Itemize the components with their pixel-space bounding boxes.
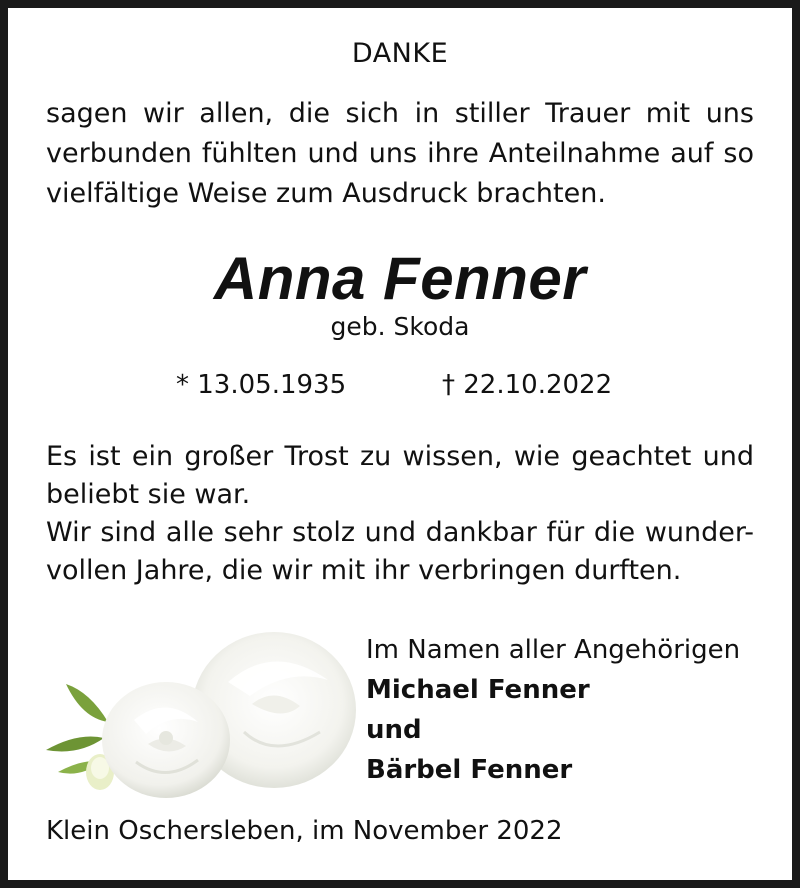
death-date: † 22.10.2022 [442, 370, 613, 400]
quote-line-1: Es ist ein großer Trost zu wissen, wie geachtet und beliebt sie war. [46, 441, 754, 510]
signature-block [366, 630, 740, 790]
signature-conjunction: und [366, 715, 422, 745]
maiden-name: geb. Skoda [330, 312, 470, 341]
quote-line-2: Wir sind alle sehr stolz und dankbar für die wunder-vollen Jahre, die wir mit ihr verbringen durften. [46, 517, 754, 586]
obituary-card [8, 8, 792, 880]
signature-intro: Im Namen aller Angehörigen [366, 635, 741, 665]
deceased-name: Anna Fenner [213, 245, 587, 312]
heading: DANKE [351, 38, 449, 69]
signature-name-1: Michael Fenner [366, 675, 590, 705]
birth-date: * 13.05.1935 [176, 370, 347, 400]
place-date: Klein Oschersleben, im November 2022 [46, 816, 563, 846]
quote-text [46, 438, 754, 590]
signature-name-2: Bärbel Fenner [366, 755, 573, 785]
intro-text: sagen wir allen, die sich in stiller Trauer mit uns verbunden fühlten und uns ihre Anteilnahme auf so vielfältige Weise zum Ausdruck brachten. [46, 98, 754, 209]
white-roses-image [38, 622, 358, 802]
